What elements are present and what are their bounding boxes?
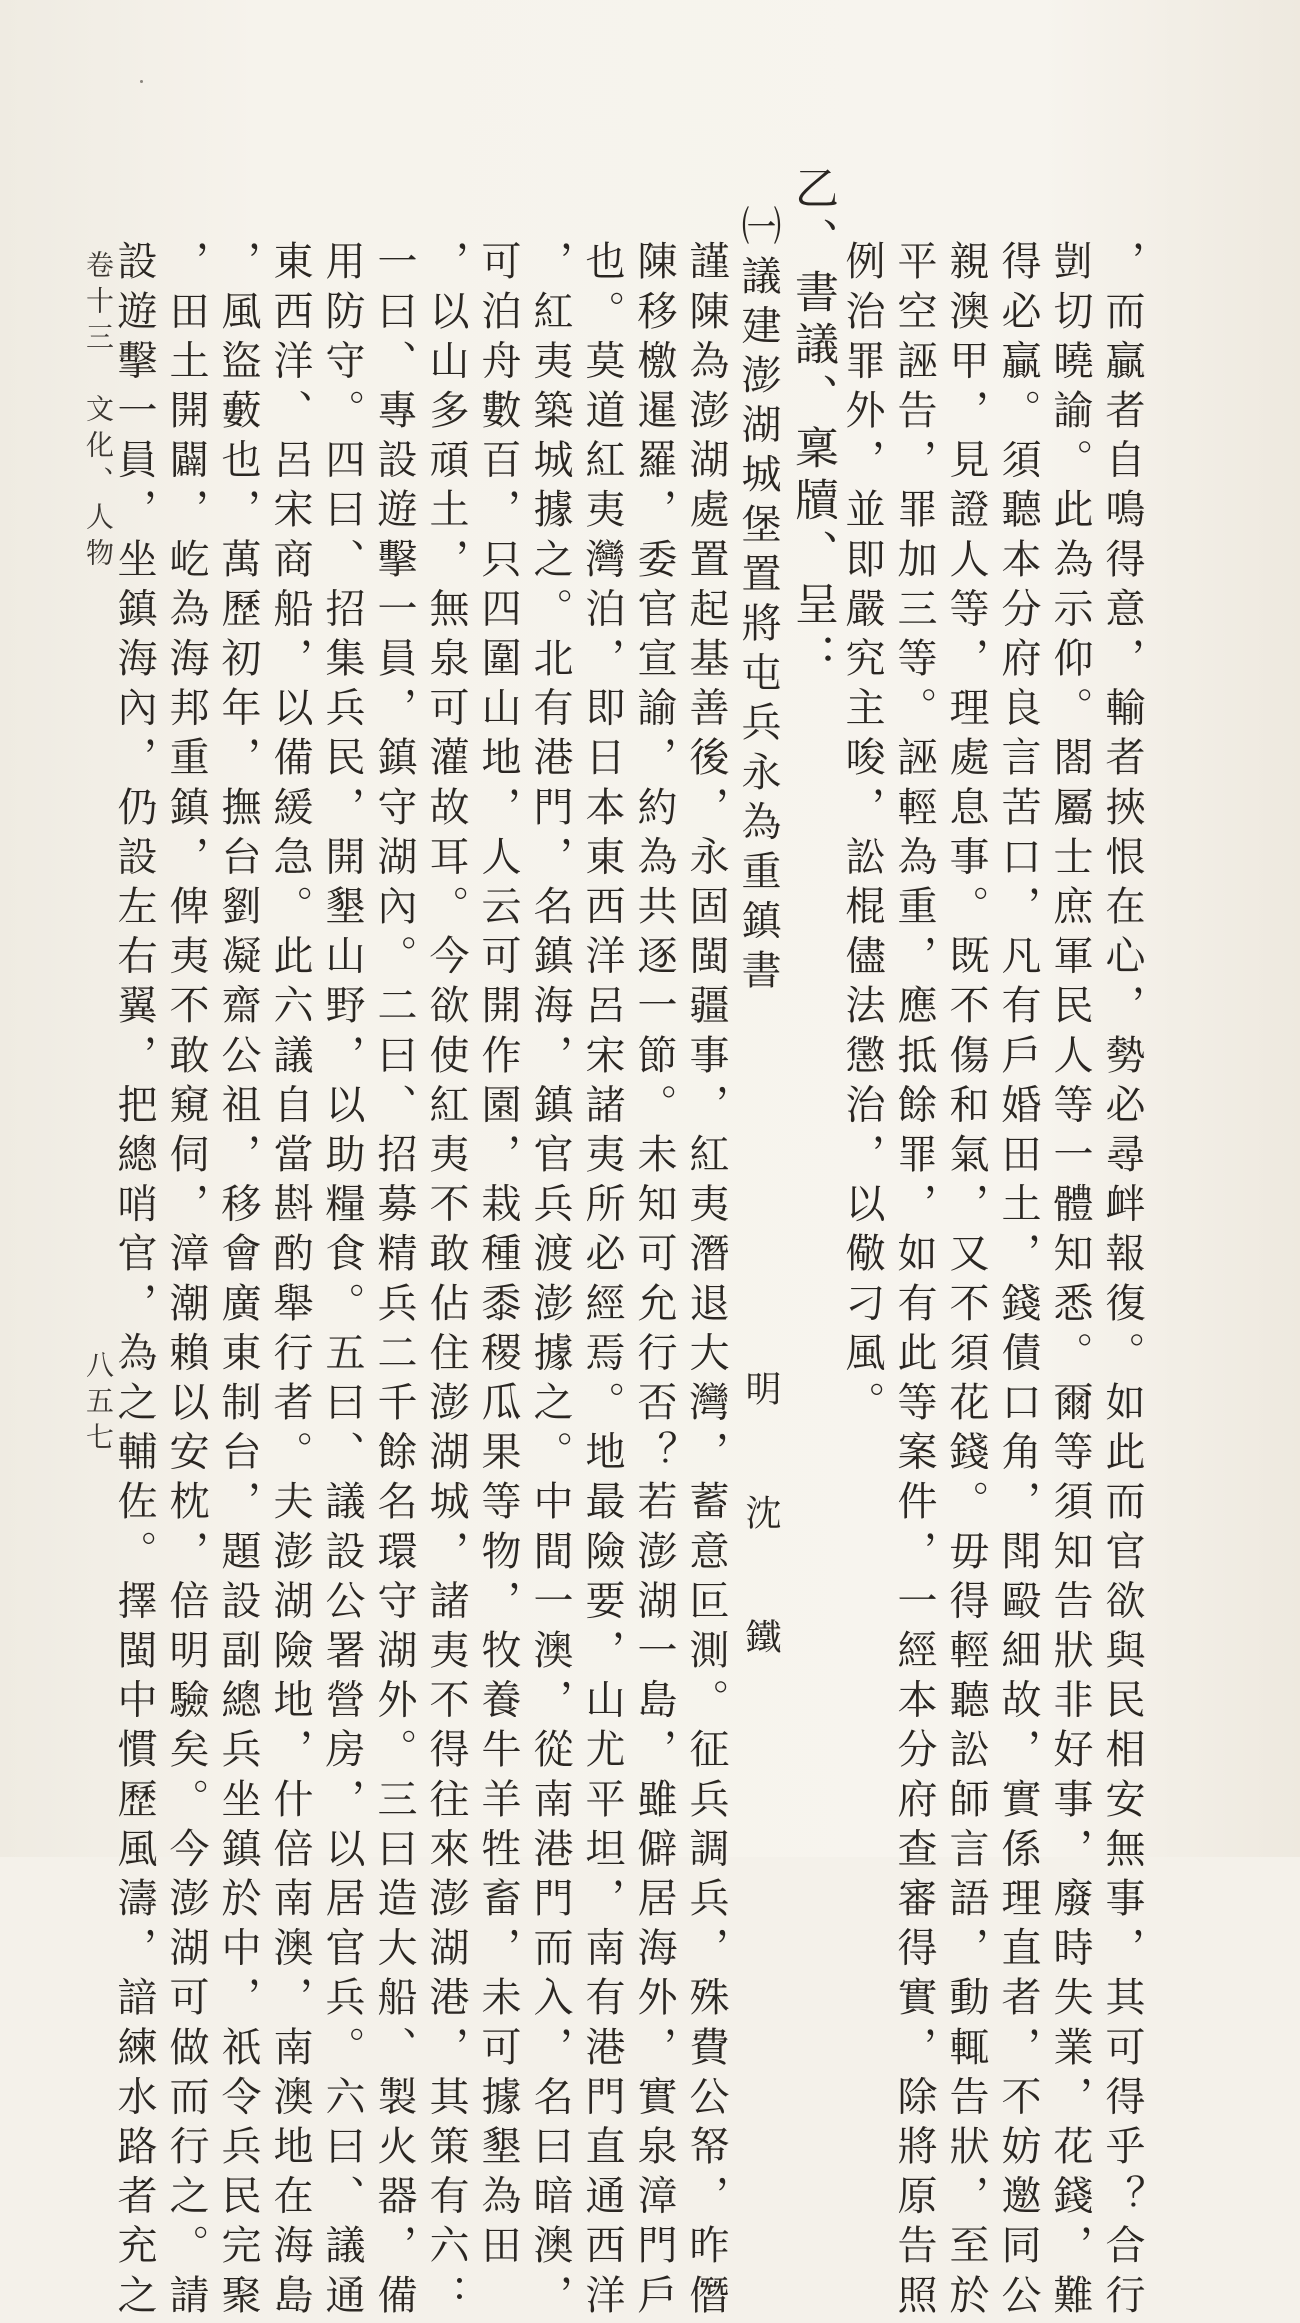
essay-column-1: 謹陳為澎湖處置起基善後，永固閩疆事，紅夷潛退大灣，蓄意叵測。征兵調兵，殊費公帑，昨僭 — [683, 240, 729, 2323]
scan-speck — [140, 80, 143, 83]
body-column-6: 例治罪外，並即嚴究主唆，訟棍儘法懲治，以儆刁風。 — [839, 240, 885, 1431]
essay-column-2: 陳移檄暹羅，委官宣諭，約為共逐一節。未知可允行否？若澎湖一島，雖僻居海外，實泉漳門戶 — [631, 240, 677, 2323]
page-number: 八五七 — [82, 1350, 115, 1458]
essay-column-9: 東西洋、呂宋商船，以備緩急。此六議自當斟酌舉行者。夫澎湖險地，什倍南澳，南澳地在海島 — [267, 240, 313, 2323]
section-heading: 乙、書議、稟牘、呈： — [787, 165, 838, 685]
item-title: ㈠議建澎湖城堡置將屯兵永為重鎮書 — [735, 205, 781, 999]
essay-column-10: ，風盜藪也，萬歷初年，撫台劉凝齋公祖，移會廣東制台，題設副總兵坐鎮於中，祇令兵民完聚 — [215, 240, 261, 2323]
essay-column-5: 可泊舟數百，只四圍山地，人云可開作園，栽種黍稷瓜果等物，牧養牛羊牲畜，未可據墾為田 — [475, 240, 521, 2274]
author: 明 沈 鐵 — [740, 1370, 781, 1680]
body-column-4: 親澳甲，見證人等，理處息事。既不傷和氣，又不須花錢。毋得輕聽訟師言語，動輒告狀，至於 — [943, 240, 989, 2323]
body-column-1: ，而贏者自鳴得意，輸者挾恨在心，勢必尋衅報復。如此而官欲與民相安無事，其可得乎？合行 — [1099, 240, 1145, 2323]
body-column-3: 得必贏。須聽本分府良言苦口，凡有戶婚田土，錢債口角，閗毆細故，實係理直者，不妨邀同公 — [995, 240, 1041, 2323]
essay-column-7: 一曰、專設遊擊一員，鎮守湖內。二曰、招募精兵二千餘名環守湖外。三曰造大船、製火器，備 — [371, 240, 417, 2323]
body-column-2: 剴切曉諭。此為示仰。閤屬士庶軍民人等一體知悉。爾等須知告狀非好事，廢時失業，花錢，難 — [1047, 240, 1093, 2323]
essay-column-3: 也。莫道紅夷灣泊，即日本東西洋呂宋諸夷所必經焉。地最險要，山尤平坦，南有港門直通西洋 — [579, 240, 625, 2323]
essay-column-6: ，以山多頑土，無泉可灌故耳。今欲使紅夷不敢佔住澎湖城，諸夷不得往來澎湖港，其策有六： — [423, 240, 469, 2323]
essay-column-11: ，田土開闢，屹為海邦重鎮，俾夷不敢窺伺，漳潮賴以安枕，倍明驗矣。今澎湖可做而行之。請 — [163, 240, 209, 2323]
essay-column-12: 設遊擊一員，坐鎮海內，仍設左右翼，把總哨官，為之輔佐。擇閩中慣歷風濤，諳練水路者充之 — [111, 240, 157, 2323]
volume-label: 卷十三 文化、人物 — [82, 250, 115, 574]
essay-column-8: 用防守。四曰、招集兵民，開墾山野，以助糧食。五曰、議設公署營房，以居官兵。六曰、議通 — [319, 240, 365, 2323]
body-column-5: 平空誣告，罪加三等。誣輕為重，應抵餘罪，如有此等案件，一經本分府查審得實，除將原告照 — [891, 240, 937, 2323]
essay-column-4: ，紅夷築城據之。北有港門，名鎮海，鎮官兵渡澎據之。中間一澳，從南港門而入，名曰暗澳， — [527, 240, 573, 2323]
